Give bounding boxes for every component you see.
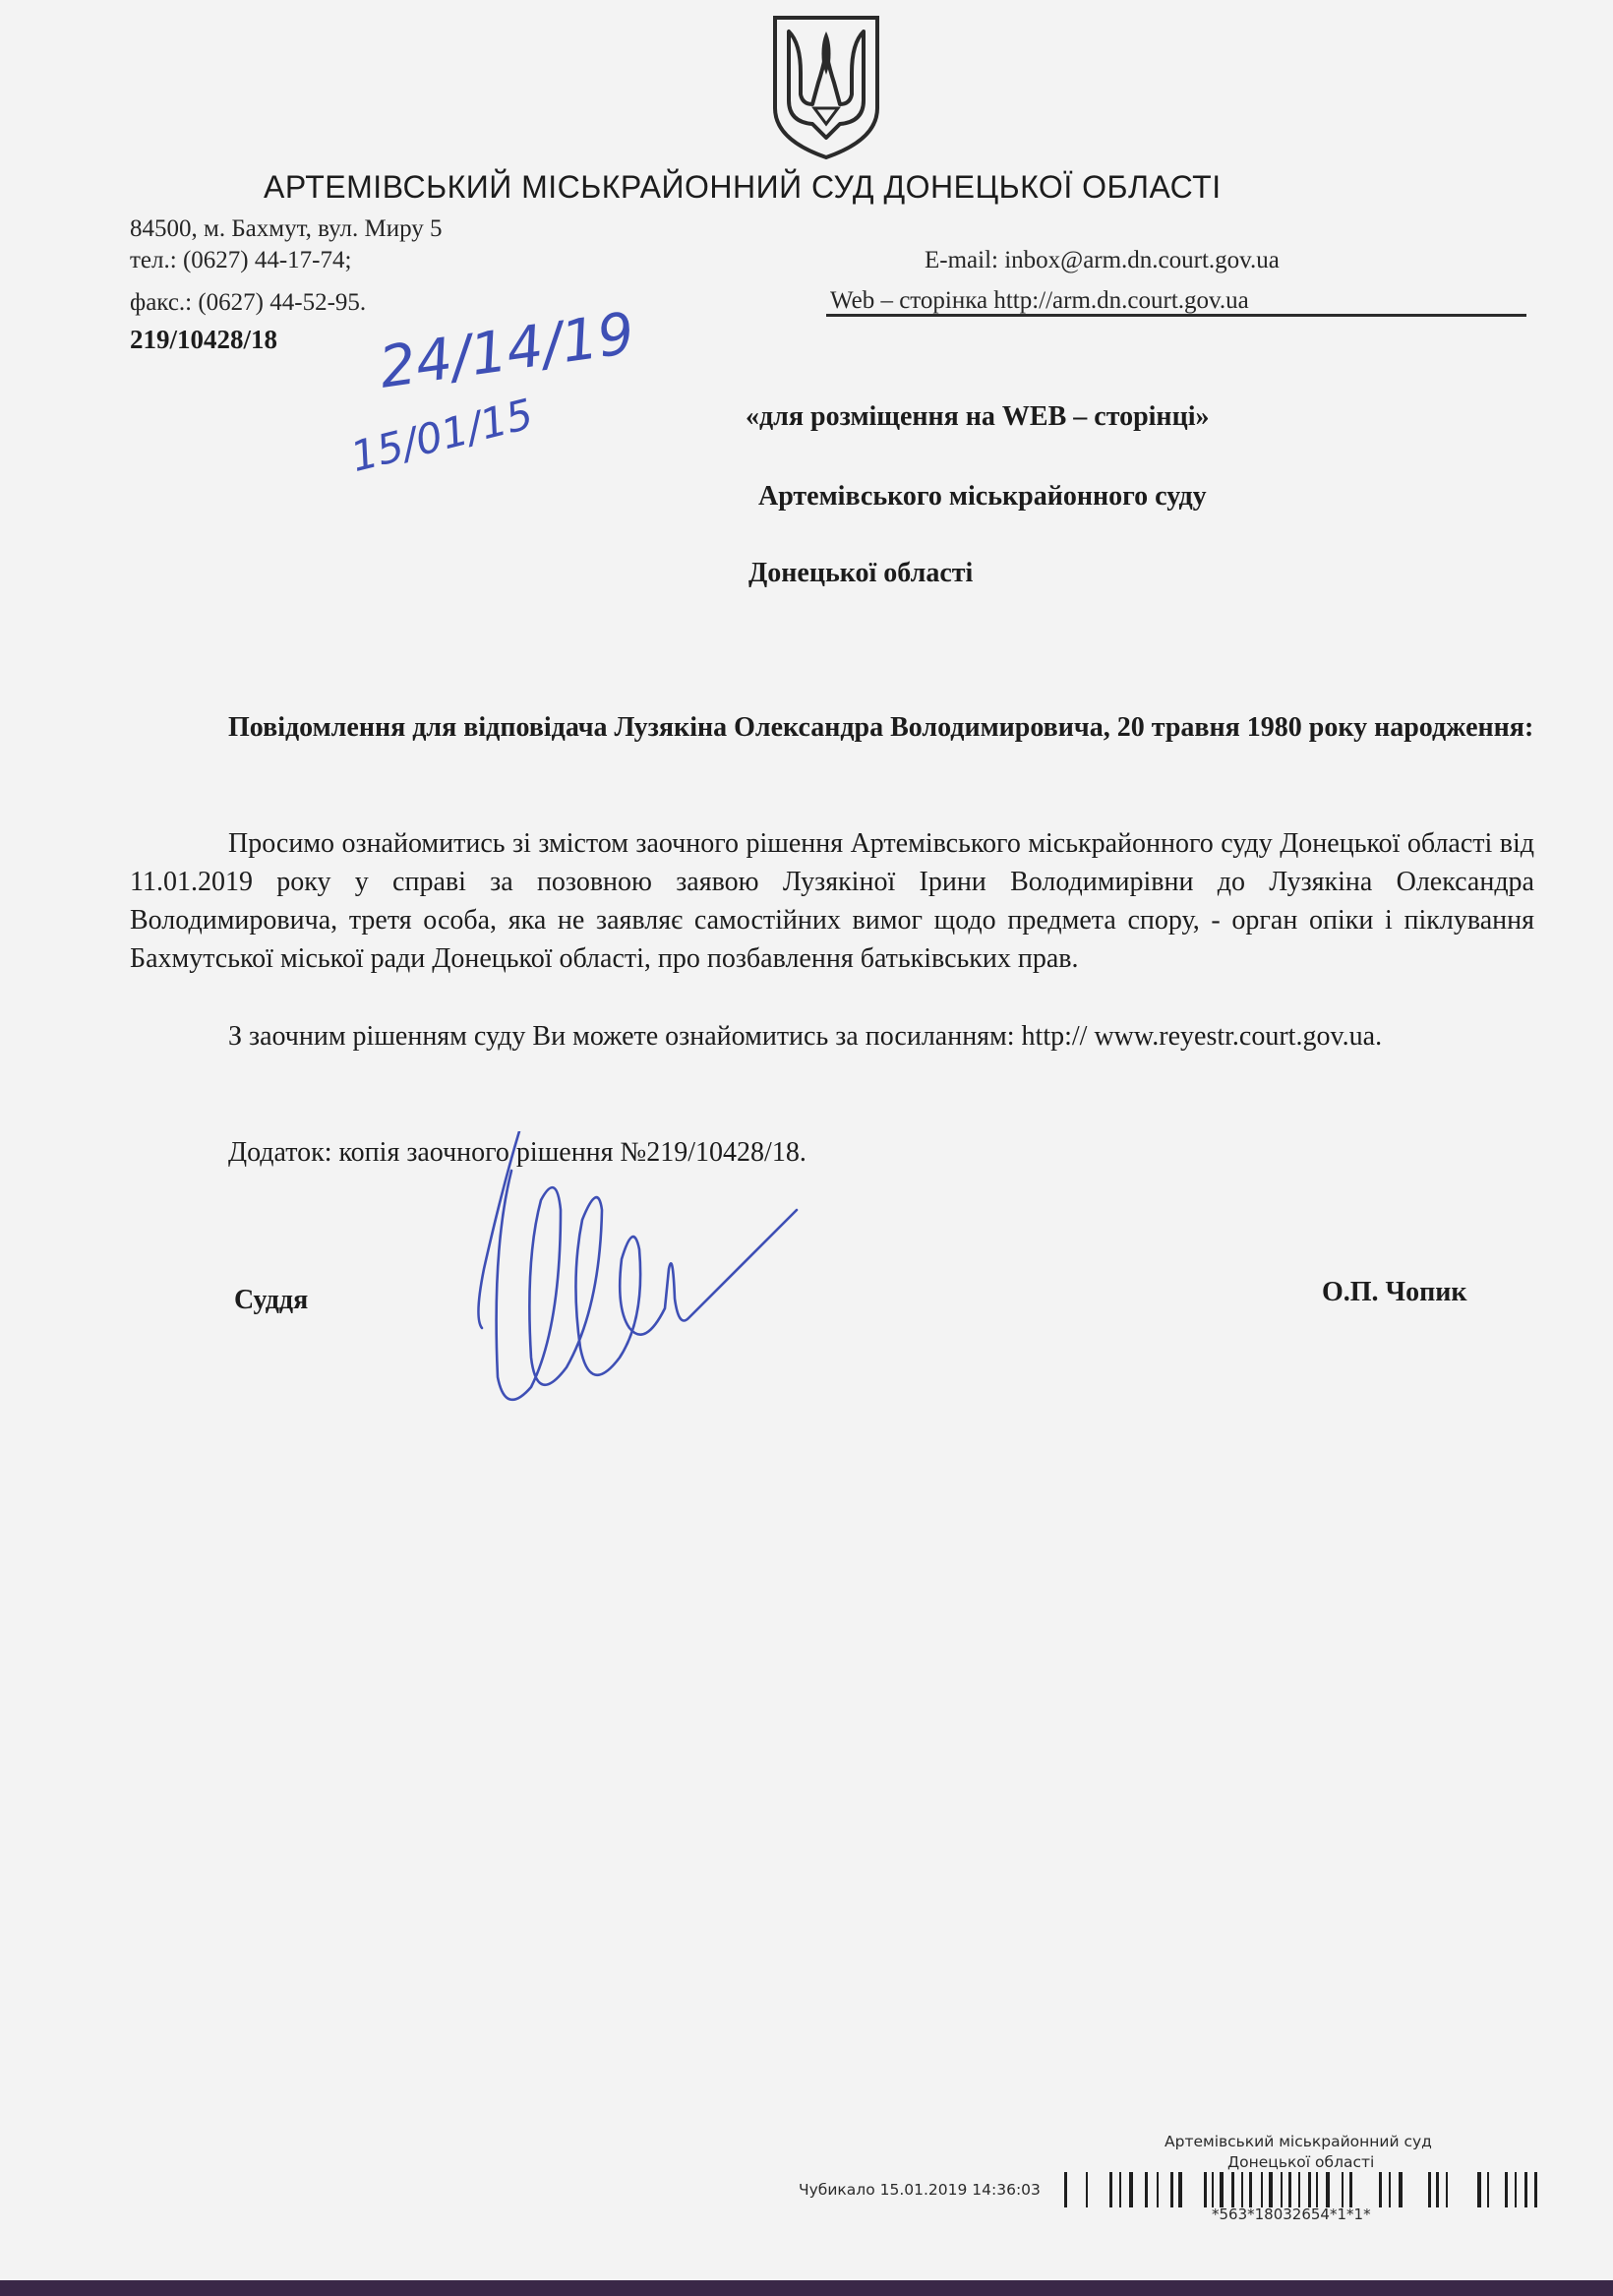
- header-divider: [826, 314, 1526, 317]
- court-address: 84500, м. Бахмут, вул. Миру 5: [130, 215, 443, 242]
- notice-heading: Повідомлення для відповідача Лузякіна Олександра Володимировича, 20 травня 1980 року народження:: [228, 712, 1534, 743]
- registry-barcode: [1064, 2170, 1544, 2209]
- stamp-court-name: Артемівський міськрайонний суд: [1165, 2133, 1432, 2150]
- addressee-line-2: Артемівського міськрайонного суду: [758, 481, 1207, 512]
- addressee-line-1: «для розміщення на WEB – сторінці»: [746, 401, 1210, 432]
- court-phone: тел.: (0627) 44-17-74;: [130, 247, 352, 273]
- court-fax: факс.: (0627) 44-52-95.: [130, 289, 367, 316]
- body-paragraph-2: З заочним рішенням суду Ви можете ознайомитись за посиланням: http:// www.reyestr.court.gov.ua.: [228, 1021, 1383, 1052]
- judge-signature: [472, 1131, 826, 1426]
- attachment-note: Додаток: копія заочного рішення №219/10428/18.: [228, 1137, 806, 1168]
- handwritten-note-secondary: 15/01/15: [345, 389, 538, 482]
- stamp-clerk-timestamp: Чубикало 15.01.2019 14:36:03: [799, 2181, 1041, 2199]
- case-number: 219/10428/18: [130, 325, 278, 354]
- body-paragraph-1: Просимо ознайомитись зі змістом заочного рішення Артемівського міськрайонного суду Донецької області від 11.01.2019 року у справі за позовною заявою Лузякіної Ірини Володимирівни до Лузякіна Олександра Володимировича, третя особа, яка не заявляє самостійних вимог щодо предмета спору, - орган опіки і піклування Бахмутської міської ради Донецької області, про позбавлення батьківських прав.: [130, 828, 1534, 974]
- court-email: E-mail: inbox@arm.dn.court.gov.ua: [925, 247, 1280, 273]
- scan-edge-band: [0, 2280, 1613, 2296]
- judge-name: О.П. Чопик: [1322, 1277, 1467, 1307]
- court-name: АРТЕМІВСЬКИЙ МІСЬКРАЙОННИЙ СУД ДОНЕЦЬКОЇ ОБЛАСТІ: [264, 169, 1222, 205]
- addressee-line-3: Донецької області: [748, 558, 974, 588]
- barcode-number: *563*18032654*1*1*: [1212, 2205, 1371, 2223]
- handwritten-note-date: 24/14/19: [375, 299, 638, 401]
- stamp-region: Донецької області: [1227, 2153, 1375, 2171]
- court-website: Web – сторінка http://arm.dn.court.gov.ua: [830, 287, 1249, 314]
- trident-emblem-icon: [767, 14, 885, 161]
- judge-role-label: Суддя: [234, 1285, 309, 1315]
